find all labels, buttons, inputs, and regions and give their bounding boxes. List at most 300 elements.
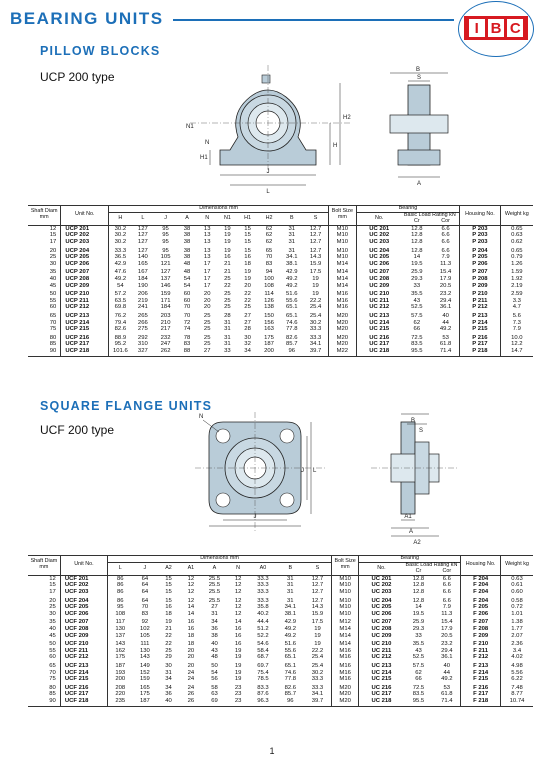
table-cell: 175	[264, 334, 274, 341]
table-cell: 14.3	[311, 604, 324, 611]
table-cell: 6.6	[442, 597, 451, 604]
col-cr-label: Cr	[415, 567, 422, 574]
table-cell: 31	[224, 341, 231, 348]
table-cell: 43	[415, 647, 422, 654]
table-cell: 40	[49, 275, 57, 282]
table-cell: 65	[49, 662, 56, 669]
table-cell: 30	[49, 260, 57, 267]
table-cell: 184	[160, 304, 171, 311]
table-cell: 20	[203, 297, 211, 304]
col-dim-1: L	[131, 212, 154, 225]
table-cell: 16	[187, 619, 195, 626]
table-cell: 0.79	[500, 254, 533, 261]
table-cell: M16	[328, 289, 356, 298]
table-cell: 13	[203, 254, 211, 261]
table-cell: 44	[442, 319, 449, 326]
table-cell: 63	[211, 691, 218, 698]
table-cell: 1.26	[500, 261, 533, 268]
table-cell: M16	[328, 304, 356, 311]
table-cell: UC 211	[356, 298, 401, 305]
table-cell: M20	[328, 320, 356, 327]
table-cell: P 210	[460, 289, 500, 298]
table-cell: 60	[183, 297, 191, 304]
table-cell: 32	[244, 341, 251, 348]
table-cell: 44	[443, 669, 451, 676]
table-cell: 33.3	[311, 684, 324, 691]
table-cell: 34	[211, 619, 218, 626]
table-cell: 29.3	[412, 625, 425, 632]
col-bearing: Bearing	[359, 556, 461, 563]
table-cell: UC 215	[356, 326, 401, 333]
table-cell: 14	[187, 604, 195, 611]
table-cell: 127	[137, 225, 148, 232]
table-cell: 29	[165, 654, 172, 661]
table-cell: UCF 213	[60, 661, 107, 670]
table-cell: 94	[265, 269, 273, 276]
table-cell: 29.4	[441, 647, 453, 654]
table-cell: 114	[264, 291, 274, 298]
table-cell: UC 204	[359, 596, 404, 605]
table-cell: 36	[211, 625, 218, 632]
table-cell: 25.5	[208, 582, 221, 589]
col-housing: Housing No.	[460, 206, 500, 226]
table-cell: 33	[413, 282, 421, 289]
table-cell: M10	[331, 611, 358, 618]
table-cell: 16	[234, 632, 242, 639]
dim-label-b: B	[410, 418, 416, 424]
table-cell: 19	[234, 647, 242, 654]
table-cell: 25	[203, 326, 211, 333]
table-cell: UC 207	[359, 617, 404, 626]
table-cell: UCF 218	[60, 698, 107, 706]
table-cell: 17.9	[439, 275, 452, 282]
table-cell: 54.6	[257, 641, 269, 648]
table-cell: 31	[288, 225, 296, 232]
table-cell: 12	[49, 575, 56, 582]
dim-label-l: L	[266, 189, 270, 195]
table-cell: UCF 217	[60, 691, 107, 698]
col-dim-0: H	[109, 212, 132, 225]
table-cell: UCP 213	[61, 311, 109, 320]
table-cell: 25	[165, 647, 172, 654]
table-cell: 61.8	[439, 341, 452, 348]
table-cell: 15	[165, 597, 172, 604]
table-cell: 62	[265, 232, 273, 239]
table-cell: 12	[234, 575, 242, 582]
table-cell: 34.1	[311, 691, 324, 698]
table-cell: 14	[234, 619, 242, 626]
table-cell: 77.8	[284, 676, 297, 683]
table-cell: 13	[203, 239, 211, 245]
col-dim-8: B	[280, 212, 303, 225]
table-cell: 15.9	[309, 260, 322, 267]
table-cell: 16	[234, 625, 242, 632]
table-cell: 15.4	[441, 619, 453, 626]
table-row	[28, 311, 533, 320]
table-cell: 12.8	[412, 582, 425, 589]
table-cell: 65.1	[286, 312, 298, 319]
table-cell: 20	[203, 304, 211, 311]
col-cr-label: Cr	[413, 217, 420, 224]
table-cell: F 218	[461, 698, 501, 706]
table-cell: 7.9	[500, 326, 533, 333]
table-cell: 0.60	[501, 589, 533, 596]
table-cell: 23.2	[439, 291, 452, 298]
table-cell: 38	[183, 239, 191, 245]
table-cell: 27	[244, 312, 251, 319]
table-cell: 121	[160, 260, 171, 267]
table-cell: M10	[331, 589, 358, 596]
col-bearing-no: No.	[359, 562, 404, 575]
section-title-flange: SQUARE FLANGE UNITS	[40, 399, 213, 413]
table-cell: 25	[203, 334, 211, 341]
table-cell: 150	[264, 312, 274, 319]
table-cell: UCP 209	[61, 283, 109, 290]
table-row	[28, 617, 533, 626]
table-cell: 25.4	[311, 662, 324, 669]
table-cell: 95.5	[404, 698, 434, 706]
table-cell: UCF 216	[60, 683, 107, 692]
table-cell: 30	[49, 610, 56, 617]
table-cell: 108	[108, 611, 133, 618]
dim-label-j: J	[253, 514, 257, 520]
table-cell: P 212	[460, 304, 500, 311]
table-cell: 2.36	[501, 639, 533, 648]
dim-label-b: B	[415, 67, 421, 73]
table-row	[28, 654, 533, 661]
table-cell: M20	[328, 311, 356, 320]
table-cell: 130	[139, 647, 150, 654]
table-cell: 49.2	[284, 632, 297, 639]
table-cell: 65.1	[284, 662, 297, 669]
table-cell: UCP 214	[61, 320, 109, 327]
table-cell: 12.8	[412, 597, 425, 604]
table-cell: 1.38	[501, 617, 533, 626]
table-cell: 33.3	[257, 582, 269, 589]
table-cell: P 205	[460, 254, 500, 261]
col-dim-0: L	[108, 562, 133, 575]
table-cell: 12	[187, 589, 195, 595]
table-cell: 15	[244, 247, 251, 254]
table-cell: 25	[49, 254, 57, 261]
table-cell: 16	[165, 604, 172, 611]
table-cell: 66	[413, 326, 421, 333]
table-cell: UCF 210	[60, 639, 107, 648]
table-cell: 85	[49, 341, 57, 348]
table-cell: UC 208	[356, 276, 401, 283]
table-cell: 83.3	[257, 684, 269, 691]
table-cell: 0.65	[500, 225, 533, 232]
table-cell: F 213	[461, 661, 501, 670]
table-row	[28, 596, 533, 605]
table-cell: 38	[211, 632, 218, 639]
table-cell: P 211	[460, 298, 500, 305]
table-cell: 27	[211, 604, 218, 611]
table-cell: 27	[197, 348, 217, 356]
table-cell: 292	[137, 334, 148, 341]
table-cell: 75	[49, 326, 57, 333]
col-bolt-size: Bolt Size mm	[328, 206, 356, 226]
table-cell: UC 205	[359, 604, 404, 611]
table-cell: 6.6	[441, 225, 450, 232]
table-cell: UC 212	[356, 304, 401, 311]
table-cell: 15	[244, 239, 251, 245]
table-cell: F 212	[461, 654, 501, 661]
table-cell: 19	[312, 275, 319, 282]
table-cell: 1.59	[500, 267, 533, 276]
col-shaft: Shaft Diam mm	[28, 556, 60, 576]
table-cell: 42.9	[109, 261, 132, 268]
table-cell: 64	[141, 589, 149, 595]
table-row	[28, 276, 533, 283]
col-unit-no: Unit No.	[61, 206, 109, 226]
table-cell: 36	[165, 691, 172, 698]
table-cell: 88	[177, 348, 197, 356]
table-cell: 72.5	[412, 684, 425, 691]
table-cell: F 208	[461, 626, 501, 633]
table-cell: 61.8	[441, 691, 453, 698]
col-dim-9: S	[303, 212, 328, 225]
table-cell: UC 216	[356, 333, 401, 342]
table-cell: 13	[203, 225, 211, 232]
table-cell: 175	[108, 654, 133, 661]
table-cell: 210	[160, 319, 171, 326]
col-shaft: Shaft Diam mm	[28, 206, 61, 226]
table-cell: M10	[331, 575, 358, 582]
table-cell: 22	[244, 291, 251, 298]
table-cell: UCF 202	[60, 582, 107, 589]
table-cell: P 214	[460, 320, 500, 327]
type-title-ucf: UCF 200 type	[40, 423, 115, 437]
table-cell: 20	[49, 597, 56, 604]
flange-side-view	[371, 414, 457, 546]
table-row	[28, 626, 533, 633]
table-cell: 82.6	[284, 684, 297, 691]
table-cell: 15	[165, 575, 172, 582]
table-cell: 16	[234, 641, 242, 648]
table-cell: 20.5	[439, 282, 452, 289]
logo-letter: I	[469, 19, 485, 37]
table-cell: 63.5	[109, 298, 132, 305]
table-cell: F 204	[461, 589, 501, 596]
table-cell: 30	[244, 334, 251, 341]
table-cell: 25	[203, 319, 211, 326]
table-cell: 69.8	[109, 304, 132, 311]
table-cell: 14	[413, 254, 421, 261]
table-cell: UCP 205	[61, 254, 109, 261]
table-cell: 50	[49, 641, 56, 648]
table-cell: UCF 206	[60, 611, 107, 618]
table-cell: 86	[108, 575, 133, 582]
table-cell: 26	[187, 691, 195, 698]
flange-front-view	[195, 412, 325, 532]
table-cell: 165	[139, 684, 150, 691]
table-row	[28, 326, 533, 333]
table-cell: UCF 207	[60, 617, 107, 626]
table-cell: 190	[137, 282, 148, 289]
table-cell: UCP 215	[61, 326, 109, 333]
table-cell: 40	[157, 698, 179, 706]
table-cell: UCF 209	[60, 633, 107, 640]
col-basic-load: Basic Load Rating kN	[403, 211, 456, 218]
table-cell: 48	[211, 654, 218, 661]
table-cell: 12	[187, 597, 195, 604]
table-cell: 72.5	[411, 334, 423, 341]
table-cell: 40	[49, 625, 56, 632]
table-cell: 12	[234, 610, 242, 617]
table-cell: 0.61	[501, 582, 533, 589]
table-cell: 49.2	[284, 625, 297, 632]
table-cell: 203	[160, 312, 171, 319]
col-dimensions: Dimensions mm	[108, 556, 332, 563]
table-cell: UC 211	[359, 648, 404, 655]
table-cell: 14.3	[309, 254, 322, 261]
table-cell: 187	[108, 661, 133, 670]
table-cell: 96	[277, 698, 304, 706]
table-cell: 22	[165, 641, 172, 648]
table-cell: 23	[227, 698, 249, 706]
table-row	[28, 341, 533, 348]
table-cell: 200	[258, 348, 281, 356]
table-cell: 27	[244, 319, 251, 326]
table-cell: M20	[328, 333, 356, 342]
table-cell: P 213	[460, 311, 500, 320]
table-cell: 39.7	[304, 698, 332, 706]
table-cell: UCP 211	[61, 298, 109, 305]
table-cell: UCF 212	[60, 654, 107, 661]
table-cell: 22	[244, 297, 251, 304]
flange-header-row-1	[28, 556, 533, 563]
dim-label-n1: N1	[186, 124, 194, 130]
table-cell: M14	[328, 267, 356, 276]
table-cell: 34	[237, 348, 257, 356]
table-cell: 146	[160, 282, 171, 289]
col-cor-label: Cor	[442, 567, 452, 574]
table-row	[28, 298, 533, 305]
table-cell: 12.7	[311, 575, 324, 582]
table-cell: M14	[328, 261, 356, 268]
table-cell: 43	[413, 297, 421, 304]
table-cell: UC 205	[356, 254, 401, 261]
table-cell: 87.6	[257, 691, 269, 698]
table-cell: P 208	[460, 276, 500, 283]
table-cell: 12.7	[309, 239, 322, 245]
pillow-side-view	[390, 67, 448, 187]
table-row	[28, 604, 533, 611]
table-cell: 208	[108, 683, 133, 692]
table-cell: 262	[154, 348, 177, 356]
table-cell: 30.2	[109, 239, 132, 246]
table-cell: 108	[264, 282, 274, 289]
table-row	[28, 589, 533, 596]
table-cell: 33.3	[257, 575, 269, 582]
col-dim-4: A	[202, 562, 227, 575]
dim-label-s: S	[418, 428, 424, 434]
table-cell: 62	[413, 319, 421, 326]
col-basic-load: Basic Load Rating kN	[405, 561, 458, 568]
table-cell: 31	[211, 610, 218, 617]
table-cell: 28	[244, 326, 251, 333]
table-cell: 19	[244, 269, 251, 276]
table-cell: F 204	[461, 575, 501, 582]
table-cell: P 209	[460, 283, 500, 290]
table-cell: 19	[234, 669, 242, 676]
table-cell: 12.7	[309, 232, 322, 239]
table-cell: 235	[108, 698, 133, 706]
table-row	[28, 670, 533, 677]
table-cell: 62	[265, 239, 273, 245]
table-cell: UCP 206	[61, 261, 109, 268]
table-cell: M14	[328, 276, 356, 283]
table-row	[28, 246, 533, 255]
table-cell: M10	[328, 225, 356, 232]
table-row	[28, 320, 533, 327]
table-cell: 7.48	[501, 683, 533, 692]
table-cell: UC 216	[359, 683, 404, 692]
table-cell: 130	[108, 626, 133, 633]
table-cell: 51.6	[284, 641, 297, 648]
table-cell: 111	[140, 641, 150, 648]
col-dim-7: H2	[258, 212, 281, 225]
table-cell: 101.6	[109, 348, 132, 356]
table-cell: 19	[244, 275, 251, 282]
table-cell: 25	[224, 275, 231, 282]
table-cell: 7.9	[441, 254, 450, 261]
table-cell: 70	[49, 319, 57, 326]
table-cell: 12.8	[411, 239, 423, 245]
flange-table-body	[28, 575, 533, 706]
ibc-logo	[458, 1, 534, 57]
table-cell: M20	[331, 691, 358, 698]
table-cell: 34.1	[286, 254, 298, 261]
table-cell: M16	[331, 676, 358, 683]
col-weight: Weight kg	[501, 556, 533, 576]
flange-unit-drawing	[195, 412, 535, 547]
dim-label-n: N	[205, 140, 210, 146]
table-cell: 11.3	[440, 260, 452, 267]
table-cell: 62	[415, 669, 422, 676]
table-cell: 26	[180, 698, 202, 706]
table-cell: 43	[211, 647, 218, 654]
table-cell: UC 209	[359, 633, 404, 640]
table-cell: 22	[165, 632, 172, 639]
table-cell: 75	[49, 676, 56, 683]
table-cell: 12.8	[412, 575, 425, 582]
table-cell: F 207	[461, 617, 501, 626]
table-row	[28, 611, 533, 618]
table-cell: 30.2	[109, 232, 132, 239]
table-cell: M20	[331, 698, 358, 706]
dim-label-j: J	[266, 169, 270, 175]
table-cell: 60	[183, 291, 191, 298]
table-cell: 6.6	[442, 589, 451, 595]
table-cell: 12.2	[500, 341, 533, 348]
table-cell: 15.9	[311, 610, 324, 617]
table-cell: UCF 205	[60, 604, 107, 611]
table-cell: 2.19	[500, 283, 533, 290]
table-cell: 105	[139, 632, 150, 639]
table-cell: 95.2	[109, 341, 132, 348]
table-row	[28, 239, 533, 246]
table-cell: 2.59	[500, 289, 533, 298]
table-cell: 23	[234, 691, 242, 698]
table-cell: 95	[162, 239, 169, 245]
table-cell: 10.74	[501, 698, 533, 706]
table-cell: 44.4	[257, 619, 269, 626]
table-cell: 12.7	[311, 597, 324, 604]
table-cell: 30.2	[109, 225, 132, 232]
table-cell: 49.2	[286, 275, 298, 282]
